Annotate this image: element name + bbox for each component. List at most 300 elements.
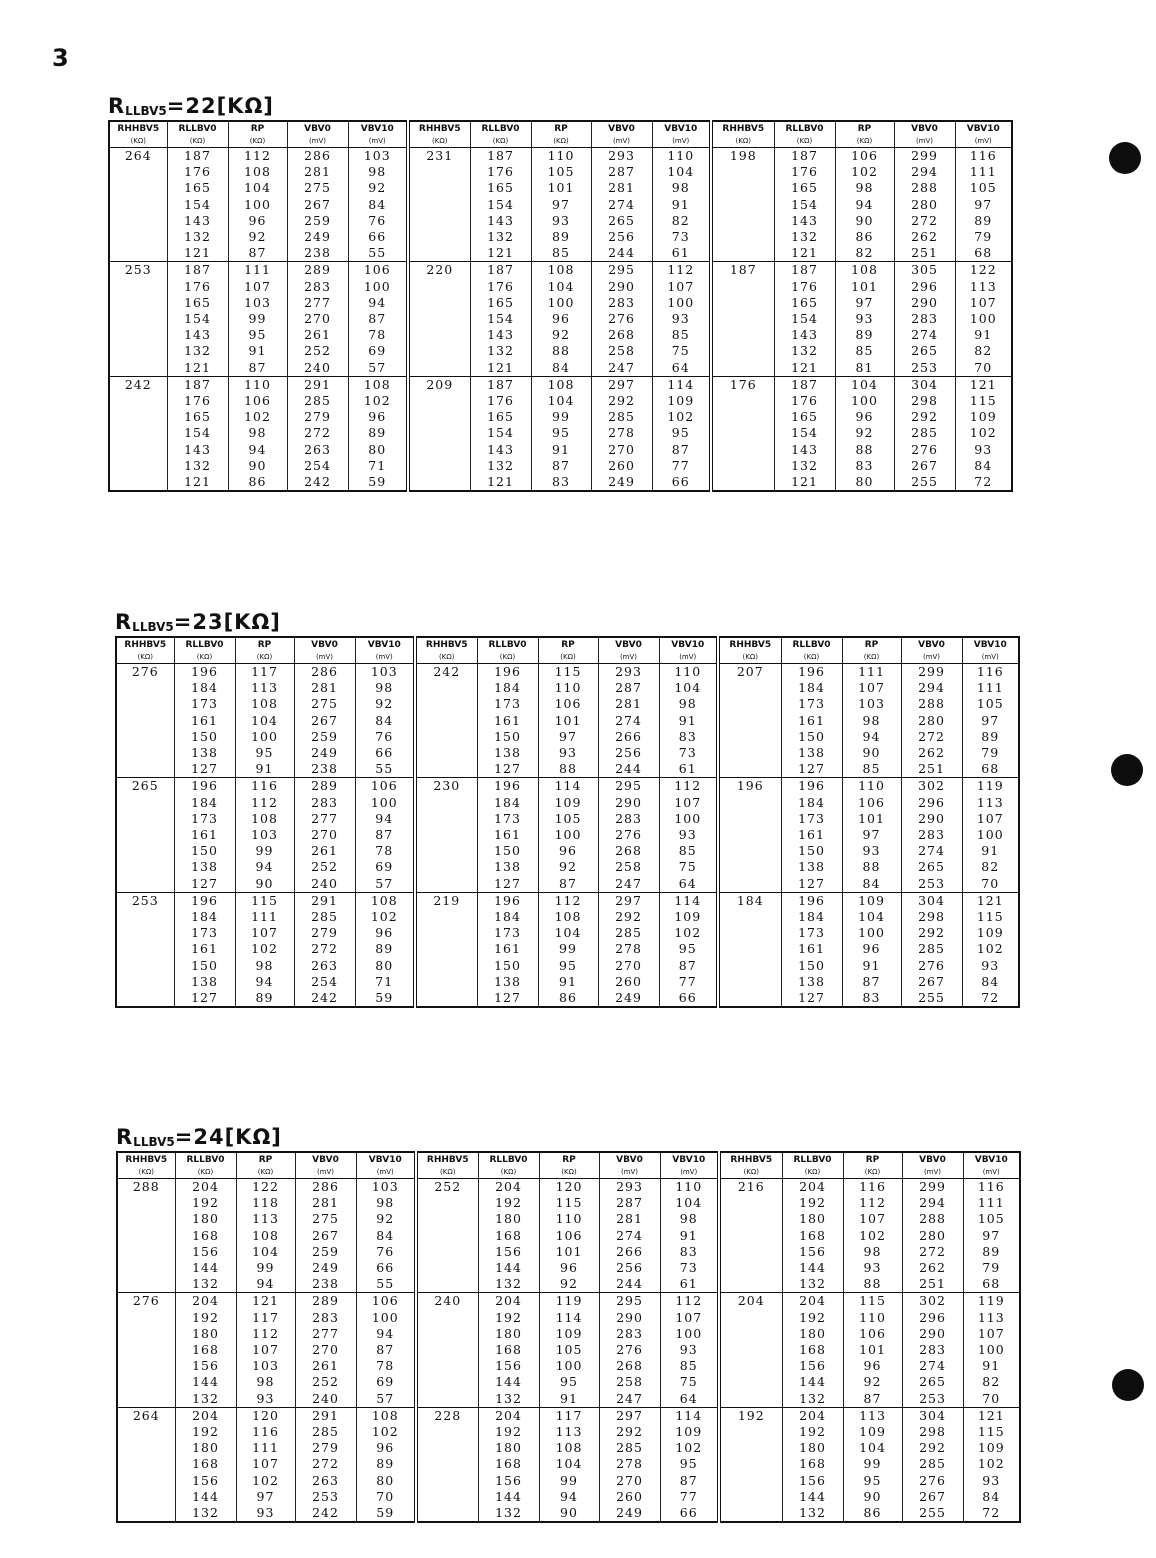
vbv10-value: 72 <box>962 990 1019 1007</box>
vbv10-value: 109 <box>652 393 711 409</box>
rp-value: 86 <box>843 1505 902 1522</box>
rp-value: 112 <box>843 1195 902 1211</box>
rp-value: 111 <box>228 262 287 279</box>
rp-value: 95 <box>531 425 591 441</box>
table-row <box>109 164 1012 180</box>
rll-value: 176 <box>470 164 531 180</box>
table-row <box>109 425 1012 441</box>
vbv0-value: 262 <box>901 745 962 761</box>
vbv10-value: 112 <box>652 262 711 279</box>
table-row <box>116 974 1019 990</box>
rp-value: 98 <box>236 1374 295 1390</box>
rp-value: 108 <box>835 262 894 279</box>
rhh-value: 240 <box>416 1293 478 1407</box>
rll-value: 187 <box>774 376 835 393</box>
rp-value: 99 <box>843 1456 902 1472</box>
vbv10-value: 109 <box>659 909 718 925</box>
rp-value: 100 <box>531 295 591 311</box>
rll-value: 184 <box>781 680 842 696</box>
rll-value: 192 <box>478 1424 539 1440</box>
rhh-header: RHHBV5 <box>415 637 477 652</box>
rp-value: 112 <box>228 148 287 165</box>
vbv0-value: 278 <box>599 1456 660 1472</box>
unit-row <box>117 1167 1020 1179</box>
rll-value: 154 <box>774 425 835 441</box>
table-row <box>117 1195 1020 1211</box>
rll-value: 138 <box>781 974 842 990</box>
rp-value: 99 <box>531 409 591 425</box>
rll-value: 154 <box>470 311 531 327</box>
unit-label: (KΩ) <box>415 652 477 664</box>
rhh-header: RHHBV5 <box>109 121 167 136</box>
rll-value: 150 <box>781 958 842 974</box>
vbv10-value: 87 <box>355 827 415 843</box>
vbv10-value: 102 <box>348 393 408 409</box>
vbv0-value: 267 <box>295 1228 356 1244</box>
resistance-table <box>115 636 1020 1008</box>
rll-value: 127 <box>174 876 235 893</box>
vbv0-value: 268 <box>598 843 659 859</box>
vbv0-value: 275 <box>294 696 355 712</box>
vbv10-value: 100 <box>355 795 415 811</box>
vbv10-value: 97 <box>963 1228 1020 1244</box>
vbv10-value: 112 <box>660 1293 719 1310</box>
rp-header: RP <box>835 121 894 136</box>
vbv10-value: 111 <box>955 164 1012 180</box>
vbv0-value: 285 <box>902 1456 963 1472</box>
vbv0-value: 255 <box>894 474 955 491</box>
table-row <box>116 909 1019 925</box>
rll-value: 196 <box>477 664 538 681</box>
vbv0-value: 258 <box>598 859 659 875</box>
rp-value: 88 <box>531 343 591 359</box>
table-row <box>117 1505 1020 1522</box>
rll-value: 138 <box>477 745 538 761</box>
vbv0-value: 277 <box>295 1326 356 1342</box>
rll-value: 173 <box>781 811 842 827</box>
vbv10-value: 82 <box>955 343 1012 359</box>
vbv10-header: VBV10 <box>955 121 1012 136</box>
table-row <box>109 442 1012 458</box>
rll-value: 154 <box>470 425 531 441</box>
vbv10-value: 93 <box>652 311 711 327</box>
vbv10-value: 94 <box>348 295 408 311</box>
vbv10-value: 66 <box>659 990 718 1007</box>
vbv10-value: 70 <box>962 876 1019 893</box>
vbv10-value: 75 <box>660 1374 719 1390</box>
vbv10-value: 108 <box>355 892 415 909</box>
rhh-value: 209 <box>408 376 470 491</box>
rll-value: 132 <box>175 1276 236 1293</box>
rp-value: 89 <box>835 327 894 343</box>
rp-value: 92 <box>835 425 894 441</box>
table-row <box>109 180 1012 196</box>
table-row <box>116 859 1019 875</box>
rp-value: 82 <box>835 245 894 262</box>
vbv0-value: 305 <box>894 262 955 279</box>
unit-label: (KΩ) <box>235 652 294 664</box>
rp-value: 84 <box>842 876 901 893</box>
vbv0-value: 285 <box>287 393 348 409</box>
rp-value: 93 <box>835 311 894 327</box>
vbv10-value: 107 <box>659 795 718 811</box>
vbv10-header: VBV10 <box>659 637 718 652</box>
vbv10-value: 92 <box>355 696 415 712</box>
rll-value: 168 <box>782 1342 843 1358</box>
vbv10-value: 91 <box>660 1228 719 1244</box>
vbv0-value: 254 <box>294 974 355 990</box>
vbv10-value: 85 <box>660 1358 719 1374</box>
vbv10-value: 59 <box>355 990 415 1007</box>
vbv10-value: 79 <box>963 1260 1020 1276</box>
vbv10-value: 121 <box>962 892 1019 909</box>
rll-value: 156 <box>175 1358 236 1374</box>
rp-value: 98 <box>842 713 901 729</box>
table-row <box>117 1407 1020 1424</box>
header-row <box>117 1152 1020 1167</box>
vbv10-value: 77 <box>652 458 711 474</box>
rll-value: 161 <box>781 941 842 957</box>
vbv10-value: 110 <box>652 148 711 165</box>
unit-label: (mV) <box>294 652 355 664</box>
unit-label: (KΩ) <box>470 136 531 148</box>
rll-value: 121 <box>774 360 835 377</box>
rll-value: 143 <box>167 442 228 458</box>
table-row <box>116 680 1019 696</box>
rp-value: 120 <box>236 1407 295 1424</box>
rp-value: 100 <box>539 1358 599 1374</box>
vbv0-value: 249 <box>599 1505 660 1522</box>
punch-hole-top <box>1109 142 1141 174</box>
unit-label: (mV) <box>295 1167 356 1179</box>
vbv0-value: 297 <box>598 892 659 909</box>
rp-value: 107 <box>842 680 901 696</box>
unit-label: (KΩ) <box>167 136 228 148</box>
rp-value: 117 <box>236 1310 295 1326</box>
rp-value: 96 <box>843 1358 902 1374</box>
rll-value: 173 <box>477 696 538 712</box>
vbv0-value: 290 <box>598 795 659 811</box>
vbv10-header: VBV10 <box>962 637 1019 652</box>
rll-value: 144 <box>175 1374 236 1390</box>
vbv10-value: 102 <box>955 425 1012 441</box>
rll-value: 156 <box>175 1473 236 1489</box>
table-row <box>117 1211 1020 1227</box>
vbv10-value: 55 <box>356 1276 416 1293</box>
vbv0-value: 240 <box>287 360 348 377</box>
rll-value: 144 <box>175 1260 236 1276</box>
vbv10-value: 55 <box>355 761 415 778</box>
vbv0-value: 281 <box>591 180 652 196</box>
vbv10-value: 87 <box>659 958 718 974</box>
vbv0-value: 270 <box>599 1473 660 1489</box>
table-row <box>116 761 1019 778</box>
table-row <box>116 745 1019 761</box>
vbv0-value: 242 <box>295 1505 356 1522</box>
vbv0-value: 279 <box>294 925 355 941</box>
table-row <box>109 343 1012 359</box>
vbv10-value: 96 <box>356 1440 416 1456</box>
rp-value: 96 <box>531 311 591 327</box>
rp-value: 97 <box>236 1489 295 1505</box>
vbv10-value: 95 <box>659 941 718 957</box>
rp-value: 94 <box>228 442 287 458</box>
rp-value: 94 <box>539 1489 599 1505</box>
vbv10-value: 89 <box>963 1244 1020 1260</box>
rp-value: 106 <box>842 795 901 811</box>
rhh-header: RHHBV5 <box>711 121 774 136</box>
vbv10-value: 61 <box>659 761 718 778</box>
rll-value: 156 <box>478 1358 539 1374</box>
rll-value: 132 <box>167 458 228 474</box>
rll-value: 173 <box>174 925 235 941</box>
rp-value: 109 <box>843 1424 902 1440</box>
table-row <box>117 1391 1020 1408</box>
rll-value: 168 <box>175 1342 236 1358</box>
rll-value: 132 <box>774 458 835 474</box>
vbv0-value: 260 <box>598 974 659 990</box>
rll-value: 204 <box>478 1293 539 1310</box>
vbv10-value: 93 <box>963 1473 1020 1489</box>
vbv0-value: 278 <box>598 941 659 957</box>
vbv10-value: 119 <box>962 778 1019 795</box>
rp-value: 83 <box>835 458 894 474</box>
unit-label: (KΩ) <box>236 1167 295 1179</box>
vbv0-value: 280 <box>901 713 962 729</box>
vbv0-value: 283 <box>287 279 348 295</box>
rp-value: 112 <box>538 892 598 909</box>
rll-value: 165 <box>774 295 835 311</box>
rp-header: RP <box>235 637 294 652</box>
rhh-value: 204 <box>719 1293 782 1407</box>
vbv10-value: 100 <box>348 279 408 295</box>
vbv0-header: VBV0 <box>591 121 652 136</box>
vbv0-value: 285 <box>894 425 955 441</box>
vbv10-value: 73 <box>652 229 711 245</box>
rll-value: 192 <box>175 1424 236 1440</box>
rll-value: 138 <box>174 974 235 990</box>
table-row <box>109 474 1012 491</box>
table-row <box>117 1456 1020 1472</box>
rll-value: 154 <box>470 197 531 213</box>
rp-value: 80 <box>835 474 894 491</box>
rll-value: 176 <box>167 164 228 180</box>
rp-value: 106 <box>835 148 894 165</box>
vbv0-value: 259 <box>295 1244 356 1260</box>
vbv10-value: 76 <box>348 213 408 229</box>
rp-value: 100 <box>842 925 901 941</box>
rp-value: 122 <box>236 1179 295 1196</box>
rp-value: 104 <box>531 279 591 295</box>
vbv10-value: 111 <box>963 1195 1020 1211</box>
rll-value: 143 <box>167 213 228 229</box>
vbv10-value: 69 <box>356 1374 416 1390</box>
vbv10-value: 91 <box>955 327 1012 343</box>
table-row <box>109 279 1012 295</box>
vbv10-value: 93 <box>962 958 1019 974</box>
table-row <box>109 229 1012 245</box>
vbv0-value: 283 <box>591 295 652 311</box>
rhh-value: 276 <box>116 664 174 778</box>
vbv0-value: 252 <box>287 343 348 359</box>
vbv0-value: 244 <box>591 245 652 262</box>
rll-value: 161 <box>477 827 538 843</box>
vbv0-value: 281 <box>295 1195 356 1211</box>
vbv0-value: 274 <box>598 713 659 729</box>
rll-value: 204 <box>175 1407 236 1424</box>
vbv0-value: 274 <box>894 327 955 343</box>
vbv10-value: 115 <box>955 393 1012 409</box>
vbv10-value: 76 <box>356 1244 416 1260</box>
rp-value: 103 <box>842 696 901 712</box>
vbv0-value: 287 <box>591 164 652 180</box>
resistance-table <box>116 1151 1021 1523</box>
rll-value: 121 <box>470 245 531 262</box>
rp-value: 116 <box>843 1179 902 1196</box>
rll-value: 143 <box>774 213 835 229</box>
unit-label: (KΩ) <box>538 652 598 664</box>
vbv10-value: 89 <box>962 729 1019 745</box>
rll-value: 121 <box>774 474 835 491</box>
table-row <box>117 1473 1020 1489</box>
vbv10-value: 66 <box>660 1505 719 1522</box>
rp-value: 96 <box>228 213 287 229</box>
rll-value: 173 <box>174 811 235 827</box>
rp-value: 96 <box>835 409 894 425</box>
vbv0-value: 261 <box>287 327 348 343</box>
rp-value: 99 <box>235 843 294 859</box>
vbv0-header: VBV0 <box>902 1152 963 1167</box>
section-title: RLLBV5=24[KΩ] <box>116 1125 282 1149</box>
rll-value: 192 <box>782 1310 843 1326</box>
rhh-value: 187 <box>711 262 774 376</box>
vbv10-value: 98 <box>659 696 718 712</box>
vbv0-value: 247 <box>598 876 659 893</box>
table-row <box>109 148 1012 165</box>
vbv10-value: 82 <box>652 213 711 229</box>
table-section-23 <box>115 610 1020 1008</box>
vbv10-value: 98 <box>652 180 711 196</box>
rll-value: 196 <box>781 664 842 681</box>
vbv10-value: 103 <box>348 148 408 165</box>
rp-value: 114 <box>539 1310 599 1326</box>
vbv10-value: 66 <box>355 745 415 761</box>
vbv0-header: VBV0 <box>287 121 348 136</box>
rp-value: 90 <box>835 213 894 229</box>
vbv10-value: 79 <box>955 229 1012 245</box>
rp-value: 99 <box>539 1473 599 1489</box>
rll-value: 184 <box>174 795 235 811</box>
vbv0-value: 293 <box>598 664 659 681</box>
table-row <box>117 1228 1020 1244</box>
vbv0-value: 295 <box>598 778 659 795</box>
vbv0-value: 299 <box>901 664 962 681</box>
rll-value: 161 <box>174 713 235 729</box>
vbv0-value: 291 <box>295 1407 356 1424</box>
rp-value: 87 <box>531 458 591 474</box>
vbv10-value: 72 <box>963 1505 1020 1522</box>
rll-value: 161 <box>781 827 842 843</box>
rll-value: 187 <box>774 148 835 165</box>
rll-value: 187 <box>470 148 531 165</box>
rp-value: 121 <box>236 1293 295 1310</box>
vbv10-value: 102 <box>962 941 1019 957</box>
vbv0-value: 274 <box>599 1228 660 1244</box>
rll-value: 144 <box>478 1374 539 1390</box>
rll-value: 121 <box>774 245 835 262</box>
unit-label: (mV) <box>901 652 962 664</box>
vbv0-value: 267 <box>894 458 955 474</box>
rp-value: 100 <box>835 393 894 409</box>
rhh-value: 219 <box>415 892 477 1007</box>
vbv10-value: 82 <box>963 1374 1020 1390</box>
rll-value: 156 <box>478 1244 539 1260</box>
rp-value: 86 <box>538 990 598 1007</box>
rp-header: RP <box>842 637 901 652</box>
rll-value: 132 <box>470 229 531 245</box>
vbv10-value: 108 <box>356 1407 416 1424</box>
rll-value: 154 <box>774 197 835 213</box>
vbv0-value: 251 <box>902 1276 963 1293</box>
rp-value: 108 <box>539 1440 599 1456</box>
rll-value: 150 <box>477 958 538 974</box>
vbv10-value: 59 <box>348 474 408 491</box>
vbv0-value: 291 <box>287 376 348 393</box>
rp-value: 103 <box>235 827 294 843</box>
vbv10-value: 89 <box>356 1456 416 1472</box>
vbv10-header: VBV10 <box>652 121 711 136</box>
vbv0-header: VBV0 <box>294 637 355 652</box>
unit-label: (mV) <box>955 136 1012 148</box>
vbv0-value: 260 <box>599 1489 660 1505</box>
vbv0-value: 242 <box>287 474 348 491</box>
vbv0-value: 242 <box>294 990 355 1007</box>
rp-value: 99 <box>228 311 287 327</box>
rll-value: 161 <box>477 713 538 729</box>
rp-value: 96 <box>842 941 901 957</box>
vbv0-value: 287 <box>598 680 659 696</box>
vbv10-value: 79 <box>962 745 1019 761</box>
vbv0-value: 266 <box>598 729 659 745</box>
rll-value: 173 <box>781 696 842 712</box>
rp-value: 107 <box>228 279 287 295</box>
vbv0-value: 281 <box>294 680 355 696</box>
rp-value: 96 <box>538 843 598 859</box>
rp-value: 102 <box>835 164 894 180</box>
vbv10-value: 109 <box>660 1424 719 1440</box>
rp-value: 97 <box>531 197 591 213</box>
vbv0-value: 283 <box>901 827 962 843</box>
vbv0-value: 238 <box>294 761 355 778</box>
vbv10-value: 84 <box>355 713 415 729</box>
vbv0-value: 268 <box>599 1358 660 1374</box>
vbv0-value: 276 <box>901 958 962 974</box>
rp-value: 110 <box>539 1211 599 1227</box>
rhh-value: 252 <box>416 1179 478 1293</box>
vbv0-value: 258 <box>591 343 652 359</box>
rp-value: 93 <box>531 213 591 229</box>
vbv0-value: 278 <box>591 425 652 441</box>
vbv10-value: 70 <box>963 1391 1020 1408</box>
vbv10-value: 104 <box>659 680 718 696</box>
rp-value: 110 <box>842 778 901 795</box>
table-row <box>116 892 1019 909</box>
vbv0-value: 285 <box>295 1424 356 1440</box>
vbv10-value: 102 <box>963 1456 1020 1472</box>
rll-value: 150 <box>174 729 235 745</box>
rp-header: RP <box>236 1152 295 1167</box>
vbv0-value: 292 <box>902 1440 963 1456</box>
